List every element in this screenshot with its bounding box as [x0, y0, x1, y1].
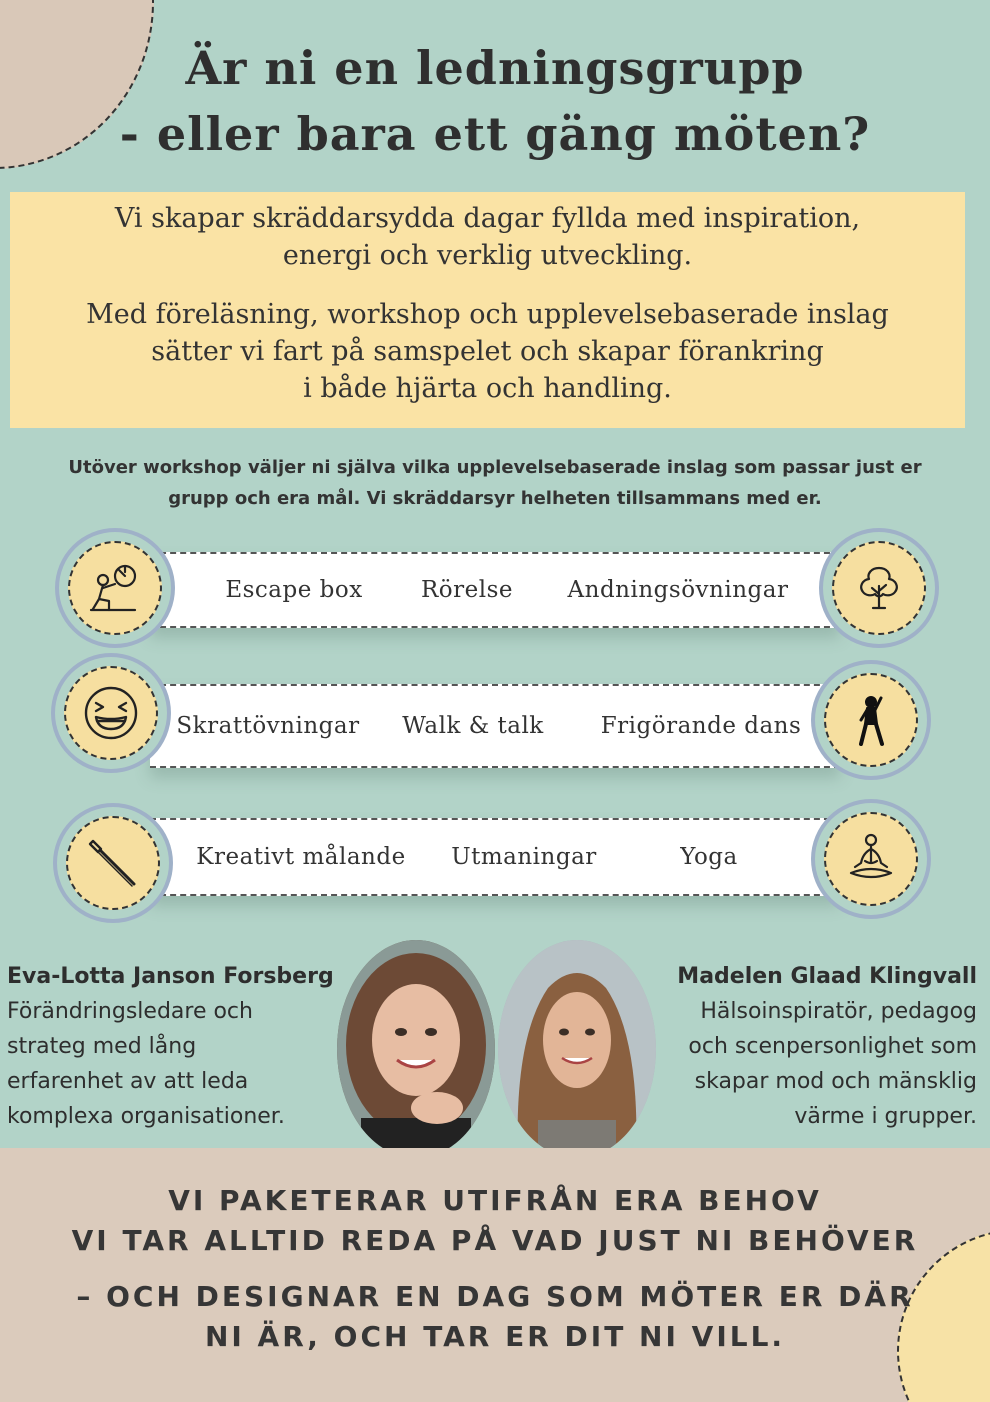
intro-text: Med föreläsning, workshop och upplevelsebaserade inslag: [86, 299, 889, 330]
activity-band-row1: [150, 552, 840, 628]
paintbrush-icon: [66, 816, 160, 910]
person-name: Eva-Lotta Janson Forsberg: [7, 964, 334, 989]
activity-band-row2: [150, 684, 840, 768]
activity-kreativt-malande: Kreativt målande: [196, 844, 406, 870]
person-name: Madelen Glaad Klingvall: [677, 964, 977, 989]
laughing-face-icon: [64, 666, 158, 760]
page-title-line2: - eller bara ett gäng möten?: [119, 107, 871, 161]
choose-text-line: grupp och era mål. Vi skräddarsyr helheten tillsammans med er.: [168, 488, 822, 509]
person-description: erfarenhet av att leda: [7, 1069, 249, 1094]
meditation-icon: [824, 812, 918, 906]
puzzle-person-icon: [68, 541, 162, 635]
bottom-text-line: VI TAR ALLTID REDA PÅ VAD JUST NI BEHÖVER: [71, 1224, 919, 1257]
page-title-line1: Är ni en ledningsgrupp: [185, 41, 805, 95]
activity-andningsovningar: Andningsövningar: [567, 577, 789, 603]
person-description: komplexa organisationer.: [7, 1104, 285, 1129]
activity-escape-box: Escape box: [225, 577, 363, 603]
intro-text: Vi skapar skräddarsydda dagar fyllda med inspiration,: [114, 203, 861, 234]
person-description: skapar mod och mänsklig: [694, 1069, 977, 1094]
bottom-text-line: – OCH DESIGNAR EN DAG SOM MÖTER ER DÄR: [76, 1280, 914, 1313]
person-description: värme i grupper.: [794, 1104, 977, 1129]
activity-frigorande-dans: Frigörande dans: [600, 713, 802, 739]
person-card-left: [7, 959, 342, 1134]
person-description: och scenpersonlighet som: [688, 1034, 977, 1059]
person-card-right: [652, 959, 977, 1134]
intro-box: [10, 192, 965, 428]
intro-text: energi och verklig utveckling.: [282, 240, 693, 271]
choose-text-line: Utöver workshop väljer ni själva vilka upplevelsebaserade inslag som passar just er: [68, 457, 922, 478]
person-description: strateg med lång: [7, 1034, 197, 1059]
intro-text: i både hjärta och handling.: [303, 373, 672, 404]
dancer-icon: [824, 673, 918, 767]
activity-skrattovningar: Skrattövningar: [176, 713, 360, 739]
activity-yoga: Yoga: [680, 844, 738, 870]
tree-icon: [832, 541, 926, 635]
bottom-text-line: VI PAKETERAR UTIFRÅN ERA BEHOV: [168, 1184, 822, 1217]
activity-rorelse: Rörelse: [420, 577, 514, 603]
activity-utmaningar: Utmaningar: [451, 844, 597, 870]
person-description: Hälsoinspiratör, pedagog: [700, 999, 977, 1024]
activity-band-row3: [150, 818, 840, 896]
bottom-text-line: NI ÄR, OCH TAR ER DIT NI VILL.: [204, 1320, 786, 1353]
choose-text: [40, 452, 950, 514]
intro-text: sätter vi fart på samspelet och skapar förankring: [151, 336, 824, 367]
portrait-photo-right: [498, 940, 656, 1158]
person-description: Förändringsledare och: [7, 999, 253, 1024]
bottom-section: [0, 1148, 990, 1402]
activity-walk-and-talk: Walk & talk: [402, 713, 544, 739]
portrait-photo-left: [337, 940, 495, 1158]
